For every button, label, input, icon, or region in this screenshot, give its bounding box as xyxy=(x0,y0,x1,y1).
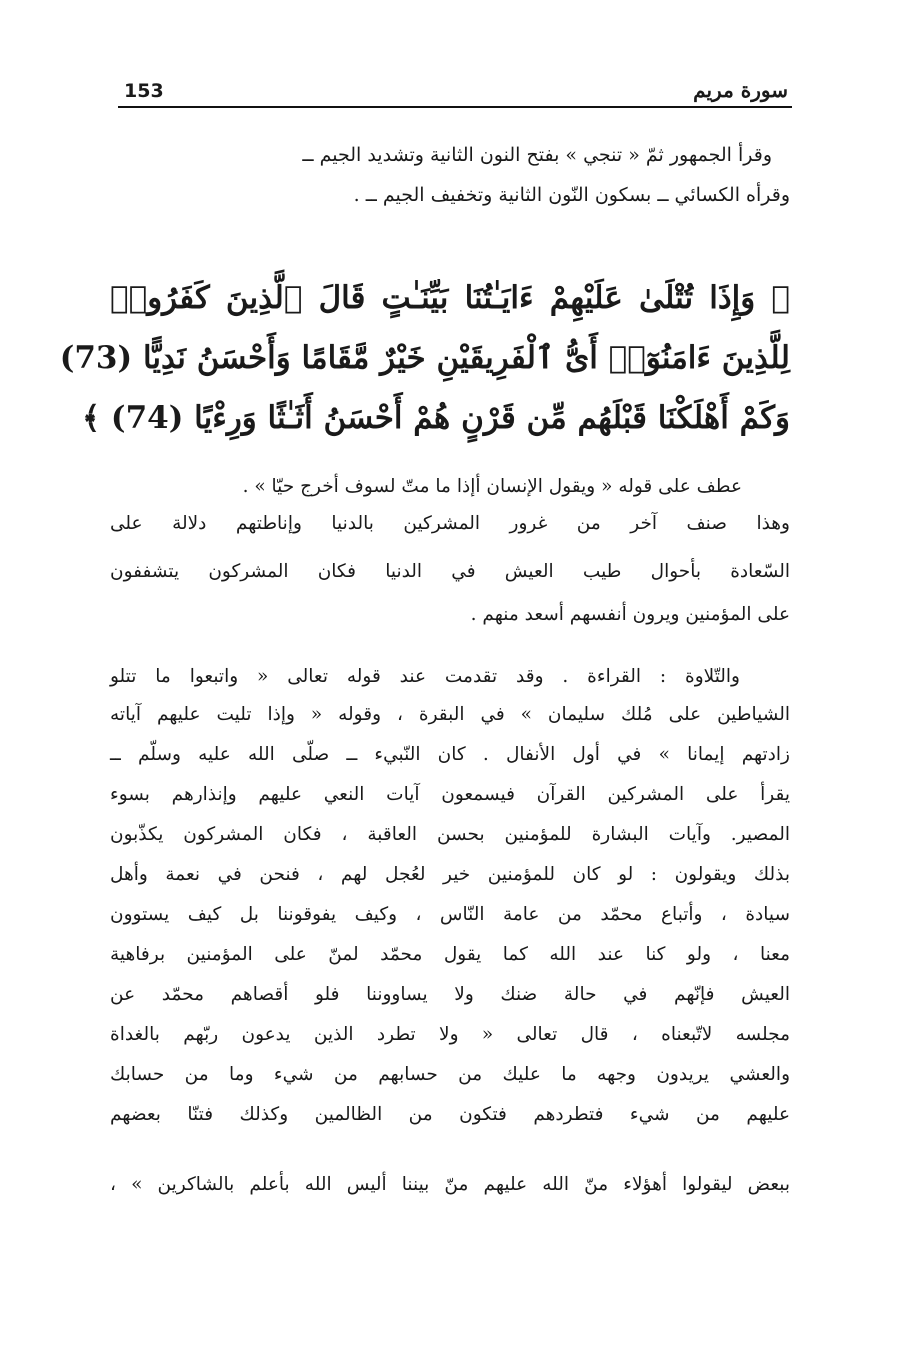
verse-line: لِلَّذِينَ ءَامَنُوٓا۟ أَىُّ ٱلْفَرِيقَيْنِ خَيْرٌ مَّقَامًا وَأَحْسَنُ نَدِيًّا (73) xyxy=(59,340,790,376)
surah-title: سورة مريم xyxy=(693,78,788,102)
paragraph-line: ببعض ليقولوا أهؤلاء منّ الله عليهم منّ بيننا أليس الله بأعلم بالشاكرين » ، xyxy=(110,1174,790,1195)
paragraph-line: زادتهم إيمانا » في أول الأنفال . كان النّبيء ــ صلّى الله عليه وسلّم ــ xyxy=(110,744,790,765)
paragraph-line: والعشي يريدون وجهه ما عليك من حسابهم من شيء وما من حسابك xyxy=(110,1064,790,1085)
intro-line: وقرأه الكسائي ــ بسكون النّون الثانية وتخفيف الجيم ــ . xyxy=(353,184,790,206)
paragraph-line: السّعادة بأحوال طيب العيش في الدنيا فكان المشركون يتشففون xyxy=(110,561,790,582)
paragraph-line: العيش فإنّهم في حالة ضنك ولا يساووننا فلو أقصاهم محمّد عن xyxy=(110,984,790,1005)
paragraph-line: مجلسه لاتّبعناه ، قال تعالى « ولا تطرد الذين يدعون ربّهم بالغداة xyxy=(110,1024,790,1045)
verse-line: وَكَمْ أَهْلَكْنَا قَبْلَهُم مِّن قَرْنٍ هُمْ أَحْسَنُ أَثَـٰثًا وَرِءْيًا (74) ﴾ xyxy=(81,400,790,436)
paragraph-line: سيادة ، وأتباع محمّد من عامة النّاس ، وكيف يفوقوننا بل كيف يستوون xyxy=(110,904,790,925)
paragraph-line: الشياطين على مُلك سليمان » في البقرة ، وقوله « وإذا تليت عليهم آياته xyxy=(110,704,790,725)
paragraph-line: يقرأ على المشركين القرآن فيسمعون آيات النعي عليهم وإنذارهم بسوء xyxy=(110,784,790,805)
page-header xyxy=(118,78,792,106)
paragraph-line: المصير. وآيات البشارة للمؤمنين بحسن العاقبة ، فكان المشركون يكذّبون xyxy=(110,824,790,845)
verse-line: ﴿ وَإِذَا تُتْلَىٰ عَلَيْهِمْ ءَايَـٰتُنَا بَيِّنَـٰتٍ قَالَ ٱلَّذِينَ كَفَرُوا۟ xyxy=(110,280,790,316)
page-number: 153 xyxy=(124,80,164,102)
paragraph-line: وهذا صنف آخر من غرور المشركين بالدنيا وإناطتهم دلالة على xyxy=(110,513,790,534)
header-rule xyxy=(118,106,792,108)
paragraph-line: والتّلاوة : القراءة . وقد تقدمت عند قوله تعالى « واتبعوا ما تتلو xyxy=(110,666,740,687)
paragraph-line: معنا ، ولو كنا عند الله كما يقول محمّد لمنّ على المؤمنين برفاهية xyxy=(110,944,790,965)
paragraph-line: عليهم من شيء فتطردهم فتكون من الظالمين وكذلك فتنّا بعضهم xyxy=(110,1104,790,1125)
paragraph-line: بذلك ويقولون : لو كان للمؤمنين خير لعُجل لهم ، فنحن في نعمة وأهل xyxy=(110,864,790,885)
intro-line: وقرأ الجمهور ثمّ « تنجي » بفتح النون الثانية وتشديد الجيم ــ xyxy=(302,144,772,166)
paragraph-line: على المؤمنين ويرون أنفسهم أسعد منهم . xyxy=(470,604,790,625)
paragraph-line: عطف على قوله « ويقول الإنسان أإذا ما متّ لسوف أخرج حيّا » . xyxy=(242,476,742,497)
